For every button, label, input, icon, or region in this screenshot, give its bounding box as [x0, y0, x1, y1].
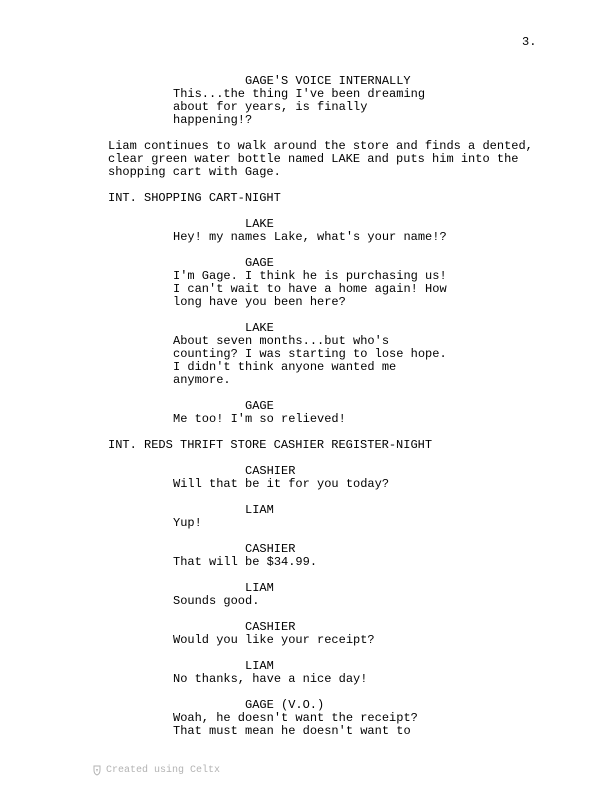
dialogue-line: I can't wait to have a home again! How [173, 282, 447, 296]
dialogue-line: About seven months...but who's [173, 334, 390, 348]
action-line: clear green water bottle named LAKE and puts him into the [108, 152, 519, 166]
footer-text: Created using Celtx [106, 765, 221, 776]
character-block [0, 504, 612, 517]
dialogue-line: anymore. [173, 373, 231, 387]
character-name: LAKE [245, 321, 274, 335]
dialogue-line: happening!? [173, 113, 253, 127]
scene-block [0, 439, 612, 452]
character-name: GAGE [245, 399, 274, 413]
dialogue-block [0, 673, 612, 686]
dialogue-line: Will that be it for you today? [173, 477, 390, 491]
character-name: CASHIER [245, 464, 296, 478]
dialogue-line: I'm Gage. I think he is purchasing us! [173, 269, 447, 283]
character-name: GAGE [245, 256, 274, 270]
scene-heading: INT. REDS THRIFT STORE CASHIER REGISTER-NIGHT [108, 438, 433, 452]
celtx-logo-icon [92, 765, 102, 776]
dialogue-line: This...the thing I've been dreaming [173, 87, 426, 101]
dialogue-line: No thanks, have a nice day! [173, 672, 368, 686]
dialogue-line: I didn't think anyone wanted me [173, 360, 397, 374]
scene-heading: INT. SHOPPING CART-NIGHT [108, 191, 281, 205]
dialogue-block [0, 270, 612, 309]
dialogue-line: That will be $34.99. [173, 555, 318, 569]
dialogue-line: about for years, is finally [173, 100, 368, 114]
page-number: 3. [522, 35, 537, 49]
character-name: GAGE (V.O.) [245, 698, 325, 712]
dialogue-block [0, 413, 612, 426]
dialogue-block [0, 595, 612, 608]
action-block [0, 140, 612, 179]
dialogue-block [0, 478, 612, 491]
footer [92, 764, 220, 777]
dialogue-line: Woah, he doesn't want the receipt? [173, 711, 418, 725]
scene-block [0, 192, 612, 205]
dialogue-line: Sounds good. [173, 594, 260, 608]
action-line: Liam continues to walk around the store and finds a dented, [108, 139, 533, 153]
dialogue-block [0, 712, 612, 738]
script-body [0, 75, 612, 751]
character-name: LIAM [245, 659, 274, 673]
dialogue-line: long have you been here? [173, 295, 346, 309]
dialogue-line: Me too! I'm so relieved! [173, 412, 346, 426]
dialogue-block [0, 88, 612, 127]
dialogue-line: Would you like your receipt? [173, 633, 375, 647]
character-name: LIAM [245, 503, 274, 517]
dialogue-line: Hey! my names Lake, what's your name!? [173, 230, 447, 244]
character-name: CASHIER [245, 620, 296, 634]
action-line: shopping cart with Gage. [108, 165, 281, 179]
character-name: GAGE'S VOICE INTERNALLY [245, 74, 411, 88]
character-name: LAKE [245, 217, 274, 231]
dialogue-line: Yup! [173, 516, 202, 530]
dialogue-block [0, 556, 612, 569]
dialogue-line: counting? I was starting to lose hope. [173, 347, 447, 361]
character-name: LIAM [245, 581, 274, 595]
dialogue-line: That must mean he doesn't want to [173, 724, 411, 738]
character-name: CASHIER [245, 542, 296, 556]
dialogue-block [0, 335, 612, 387]
dialogue-block [0, 634, 612, 647]
dialogue-block [0, 517, 612, 530]
character-block [0, 582, 612, 595]
dialogue-block [0, 231, 612, 244]
